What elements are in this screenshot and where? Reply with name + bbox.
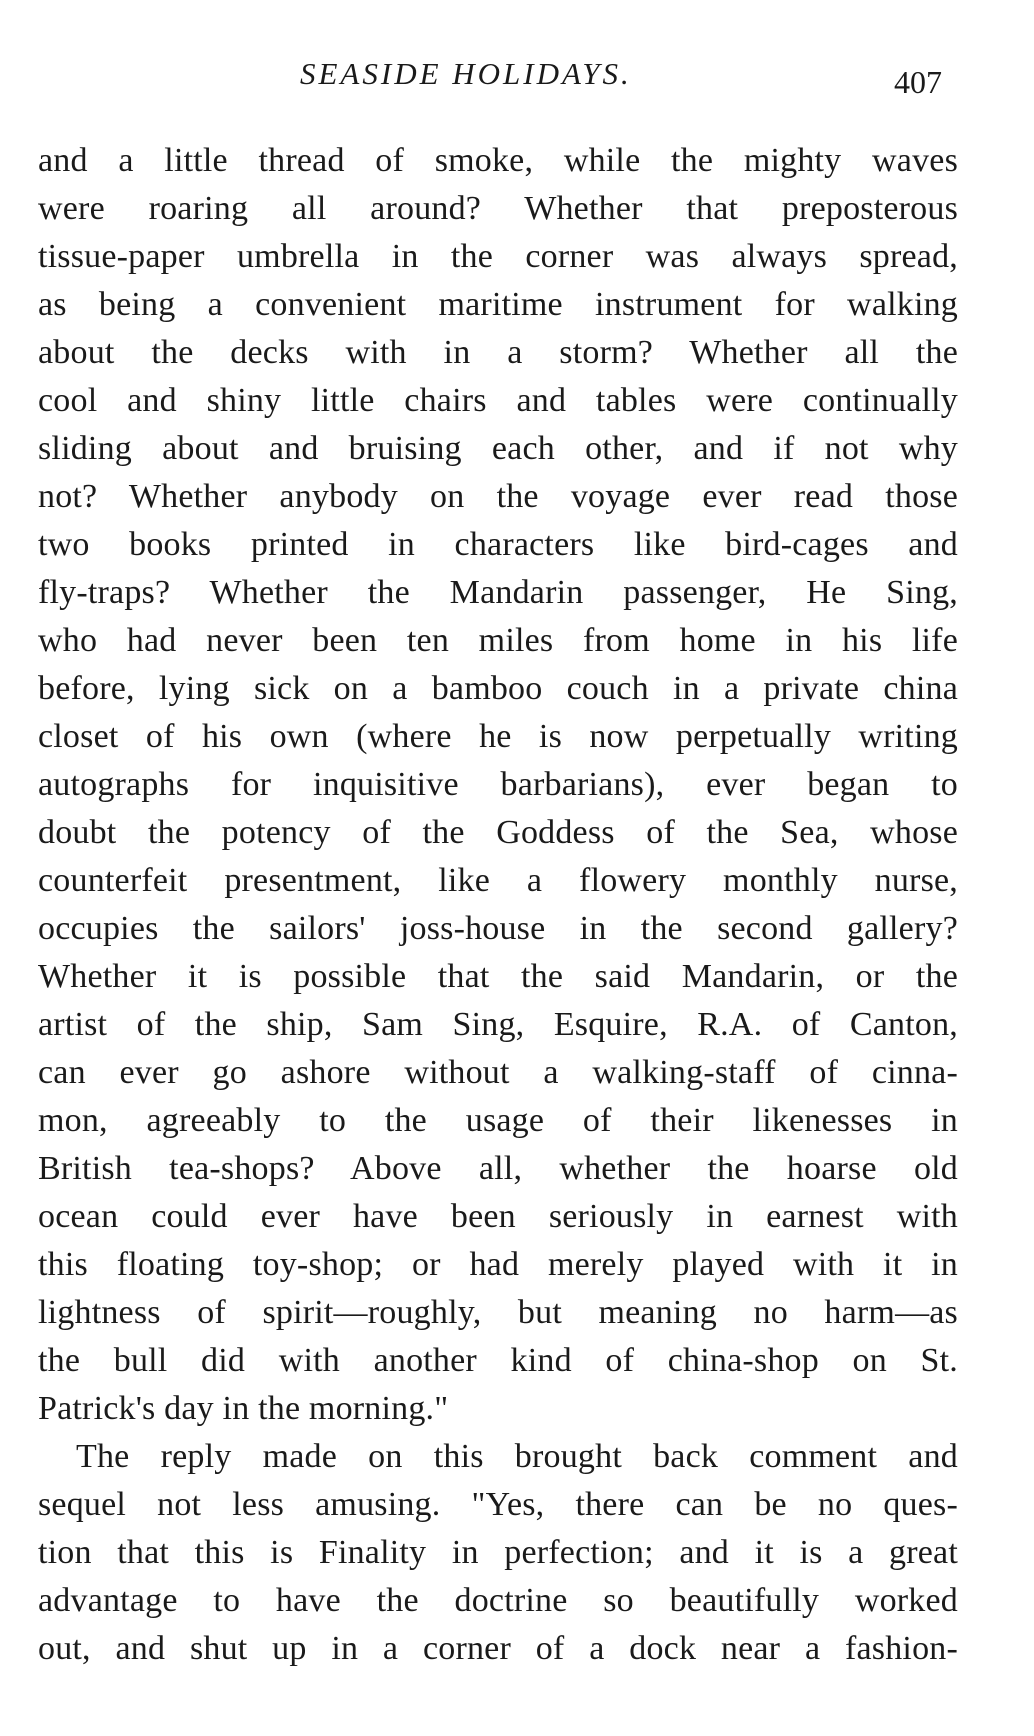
text-line: not? Whether anybody on the voyage ever read those	[38, 478, 958, 515]
text-line: Whether it is possible that the said Mandarin, or the	[38, 958, 958, 995]
text-line: two books printed in characters like bird-cages and	[38, 526, 958, 563]
page-number: 407	[894, 64, 942, 100]
text-line: about the decks with in a storm? Whether all the	[38, 334, 958, 371]
text-line: doubt the potency of the Goddess of the Sea, whose	[38, 814, 958, 851]
text-line: this floating toy-shop; or had merely played with it in	[38, 1246, 958, 1283]
text-line: tissue-paper umbrella in the corner was always spread,	[38, 238, 958, 275]
text-line: as being a convenient maritime instrument for walking	[38, 286, 958, 323]
paragraph-end-line: Patrick's day in the morning."	[38, 1390, 449, 1427]
text-line: can ever go ashore without a walking-staff of cinna-	[38, 1054, 958, 1091]
text-line: fly-traps? Whether the Mandarin passenger, He Sing,	[38, 574, 958, 611]
running-head	[0, 54, 1034, 100]
text-line: lightness of spirit—roughly, but meaning no harm—as	[38, 1294, 958, 1331]
text-line: mon, agreeably to the usage of their likenesses in	[38, 1102, 958, 1139]
text-line: out, and shut up in a corner of a dock near a fashion-	[38, 1630, 958, 1667]
text-line: the bull did with another kind of china-shop on St.	[38, 1342, 958, 1379]
text-line: before, lying sick on a bamboo couch in a private china	[38, 670, 958, 707]
text-line: who had never been ten miles from home in his life	[38, 622, 958, 659]
text-line: were roaring all around? Whether that preposterous	[38, 190, 958, 227]
text-line: advantage to have the doctrine so beautifully worked	[38, 1582, 958, 1619]
text-line: ocean could ever have been seriously in earnest with	[38, 1198, 958, 1235]
text-line: cool and shiny little chairs and tables were continually	[38, 382, 958, 419]
text-line: autographs for inquisitive barbarians), ever began to	[38, 766, 958, 803]
text-line: and a little thread of smoke, while the mighty waves	[38, 142, 958, 179]
running-title: SEASIDE HOLIDAYS.	[300, 56, 632, 91]
body-text	[38, 137, 958, 1673]
text-line: British tea-shops? Above all, whether the hoarse old	[38, 1150, 958, 1187]
text-line: artist of the ship, Sam Sing, Esquire, R.A. of Canton,	[38, 1006, 958, 1043]
text-line: occupies the sailors' joss-house in the second gallery?	[38, 910, 958, 947]
text-line: sequel not less amusing. "Yes, there can be no ques-	[38, 1486, 958, 1523]
text-line: sliding about and bruising each other, and if not why	[38, 430, 958, 467]
text-line: tion that this is Finality in perfection; and it is a great	[38, 1534, 958, 1571]
paragraph-start-line: The reply made on this brought back comment and	[76, 1438, 958, 1475]
text-line: counterfeit presentment, like a flowery monthly nurse,	[38, 862, 958, 899]
text-line: closet of his own (where he is now perpetually writing	[38, 718, 958, 755]
